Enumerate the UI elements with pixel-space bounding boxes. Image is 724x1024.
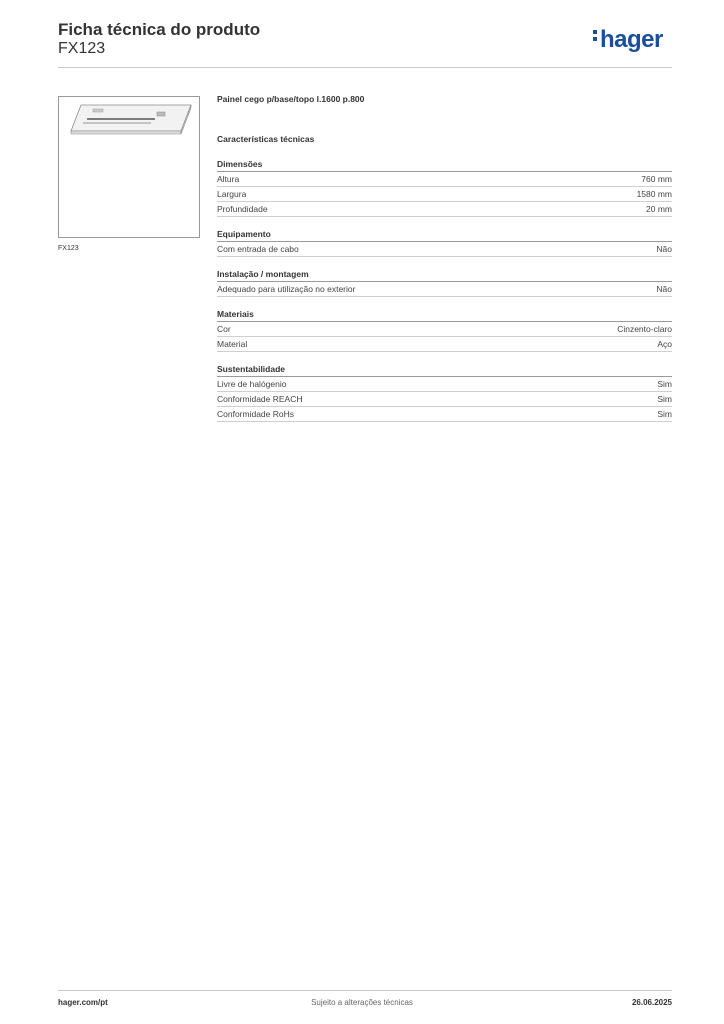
spec-value: Não [656,244,672,254]
spec-value: Sim [657,394,672,404]
footer-disclaimer: Sujeito a alterações técnicas [311,998,413,1007]
spec-value: Aço [657,339,672,349]
group-title: Equipamento [217,229,672,242]
header-divider [58,67,672,68]
group-title: Materiais [217,309,672,322]
spec-label: Profundidade [217,204,268,214]
spec-row [217,322,672,337]
page-title: Ficha técnica do produto [58,20,261,39]
spec-label: Material [217,339,248,349]
section-heading: Características técnicas [217,134,315,144]
group-materiais [217,309,672,352]
group-title: Dimensões [217,159,672,172]
product-image [58,96,200,238]
group-dimensoes [217,159,672,217]
footer-date: 26.06.2025 [631,998,672,1007]
spec-row [217,172,672,187]
group-instalacao [217,269,672,297]
product-code: FX123 [58,40,106,57]
spec-label: Livre de halógenio [217,379,287,389]
spec-label: Altura [217,174,240,184]
spec-row [217,282,672,297]
spec-row [217,187,672,202]
spec-value: 1580 mm [636,189,672,199]
spec-value: 20 mm [646,204,672,214]
spec-label: Largura [217,189,247,199]
footer-website-link[interactable]: hager.com/pt [58,998,108,1007]
group-title: Instalação / montagem [217,269,672,282]
spec-value: 760 mm [641,174,672,184]
image-caption: FX123 [58,245,79,252]
spec-row [217,242,672,257]
spec-row [217,407,672,422]
hager-logo[interactable] [593,28,663,52]
spec-row [217,377,672,392]
footer-divider [58,990,672,991]
spec-row [217,202,672,217]
spec-label: Conformidade REACH [217,394,303,404]
spec-value: Não [656,284,672,294]
group-sustentabilidade [217,364,672,422]
spec-label: Adequado para utilização no exterior [217,284,356,294]
spec-value: Cinzento-claro [617,324,672,334]
spec-value: Sim [657,409,672,419]
spec-row [217,392,672,407]
logo-text: hager [600,26,663,53]
spec-label: Com entrada de cabo [217,244,299,254]
technical-sheet [217,94,672,434]
spec-label: Cor [217,324,231,334]
logo-dots-icon [593,27,598,44]
spec-value: Sim [657,379,672,389]
group-title: Sustentabilidade [217,364,672,377]
group-equipamento [217,229,672,257]
spec-row [217,337,672,352]
product-name: Painel cego p/base/topo l.1600 p.800 [217,94,365,104]
panel-illustration-icon [59,97,199,237]
spec-label: Conformidade RoHs [217,409,295,419]
